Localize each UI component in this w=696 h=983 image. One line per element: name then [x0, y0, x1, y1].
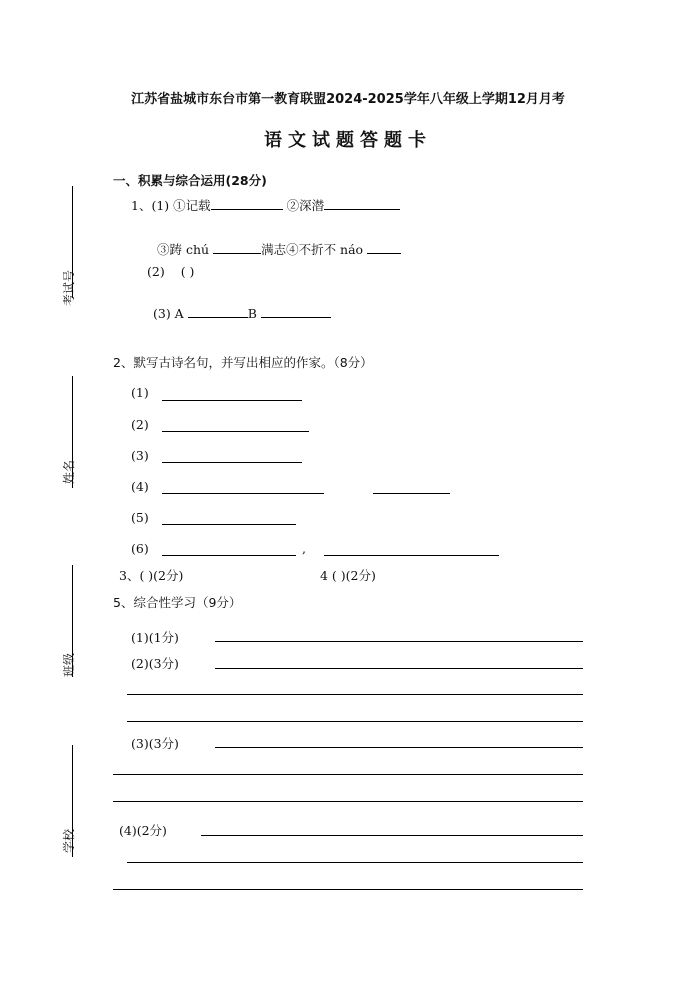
s2-item2-label: (2) — [131, 417, 149, 432]
q3-row[interactable]: 3、( )(2分) — [119, 568, 184, 583]
q1-sub3-blank-a[interactable] — [188, 305, 248, 318]
s2-item3-line[interactable] — [162, 462, 302, 463]
s5-sub1-line[interactable] — [215, 641, 583, 642]
class-label: 班级 — [62, 652, 76, 677]
s2-item4-author-line[interactable] — [373, 493, 450, 494]
s5-sub3-line2[interactable] — [113, 774, 583, 775]
s2-item1-line[interactable] — [162, 400, 302, 401]
s5-sub4-line3[interactable] — [113, 889, 583, 890]
name-label: 姓名 — [62, 459, 76, 484]
q1-blank4[interactable] — [367, 241, 401, 254]
page-title: 语文试题答题卡 — [264, 130, 432, 151]
q1-sub2-paren[interactable]: ( ) — [180, 264, 195, 279]
q1-sub3-label: (3) A — [153, 306, 184, 321]
s5-sub3-line3[interactable] — [113, 801, 583, 802]
q1-sub2-label: (2) — [147, 264, 165, 279]
q1-item2: ②深潜 — [286, 198, 325, 213]
q1-row1 — [131, 196, 400, 214]
exam-name: 江苏省盐城市东台市第一教育联盟2024-2025学年八年级上学期12月月考 — [131, 92, 565, 107]
s5-sub2-line3[interactable] — [127, 721, 583, 722]
q1-item1: ①记载 — [173, 198, 211, 213]
s2-item5-line[interactable] — [162, 524, 296, 525]
q1-item4: ④不折不 náo — [286, 242, 364, 257]
s2-item4-line[interactable] — [162, 493, 324, 494]
section1-heading: 一、积累与综合运用(28分) — [113, 173, 267, 188]
q1-sub2 — [147, 264, 194, 279]
s5-sub2-line1[interactable] — [215, 668, 583, 669]
q1-sub3-b-label: B — [247, 306, 257, 321]
q1-item3b: 满志 — [261, 242, 287, 257]
q1-blank3[interactable] — [213, 241, 261, 254]
s5-sub2-label: (2)(3分) — [131, 656, 179, 671]
s5-sub1-label: (1)(1分) — [131, 630, 179, 645]
q1-blank2[interactable] — [324, 197, 400, 210]
s5-sub4-line1[interactable] — [201, 835, 583, 836]
s5-sub3-label: (3)(3分) — [131, 736, 179, 751]
school-label: 学校 — [62, 828, 76, 853]
s2-item4-label: (4) — [131, 479, 149, 494]
s5-sub4-line2[interactable] — [127, 862, 583, 863]
q1-blank1[interactable] — [211, 197, 283, 210]
s2-item6-comma: , — [302, 541, 306, 556]
s5-sub3-line1[interactable] — [215, 747, 583, 748]
q1-prefix: 1、(1) — [131, 198, 170, 213]
s5-sub2-line2[interactable] — [127, 694, 583, 695]
s2-item2-line[interactable] — [162, 431, 309, 432]
section2-heading: 2、默写古诗名句，并写出相应的作家。（8分） — [113, 355, 373, 370]
s2-item6-line[interactable] — [162, 555, 296, 556]
s2-item6-line2[interactable] — [324, 555, 499, 556]
q1-sub3 — [153, 305, 331, 321]
section5-heading: 5、综合性学习（9分） — [113, 595, 242, 610]
exam-no-label: 考试号 — [62, 269, 76, 306]
q1-item3: ③踌 chú — [157, 242, 210, 257]
q1-row2 — [157, 240, 401, 258]
s5-sub4-label: (4)(2分) — [119, 823, 167, 838]
q1-sub3-blank-b[interactable] — [261, 305, 331, 318]
s2-item3-label: (3) — [131, 448, 149, 463]
s2-item1-label: (1) — [131, 385, 149, 400]
q4-row[interactable]: 4 ( )(2分) — [320, 568, 376, 583]
s2-item5-label: (5) — [131, 510, 149, 525]
s2-item6-label: (6) — [131, 541, 149, 556]
